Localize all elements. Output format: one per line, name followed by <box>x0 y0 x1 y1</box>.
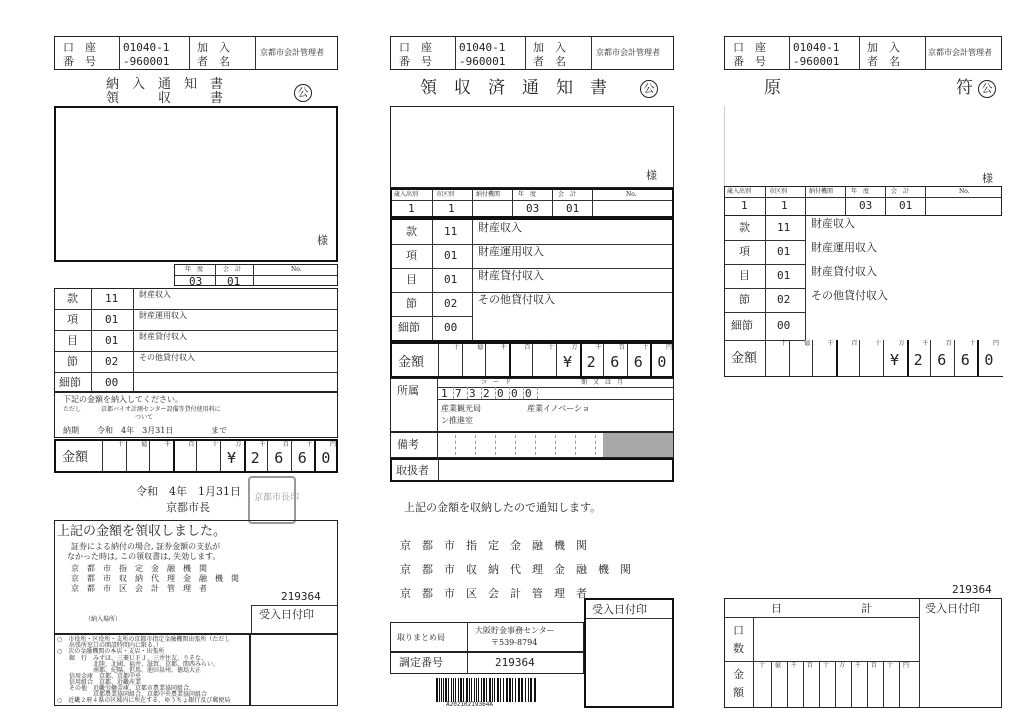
amount-unit-label: 十 <box>212 441 219 448</box>
amount-digit: 6 <box>960 350 970 369</box>
row-setsu-label: 節 <box>67 355 78 368</box>
barcode-text: A20210219364A <box>446 701 493 708</box>
mayor-seal: 京都市長印 <box>248 476 296 524</box>
amount-unit-label: 千 <box>827 340 834 347</box>
amount-unit-label: 千 <box>164 441 171 448</box>
amount-unit-label: 万 <box>235 441 242 448</box>
amount-unit-label: 円 <box>993 340 1000 347</box>
total-cell-divider <box>787 661 788 707</box>
amount-unit-label: 十 <box>780 340 787 347</box>
barcode-bar <box>534 678 536 702</box>
barcode-bar <box>509 678 511 702</box>
barcode-bar <box>478 678 479 702</box>
amount-cell-divider <box>789 340 790 376</box>
row-ko-label: 項 <box>67 313 78 326</box>
amount-digit: 2 <box>250 448 260 467</box>
amount-digit: 2 <box>586 352 596 371</box>
amount-digit: 0 <box>321 448 331 467</box>
fine-print: ○ 市役所・区役所・支所の京都市指定金融機関出張所（ただし 出張所窓口の開設時間内に限る。） ○ 次の金融機関の本店・支店・出張所 銀 行 みずほ、三菱ＵＦＪ、三井住友、りそな、 北陸、北國、福井、滋賀、京都、関西みらい、 南都、紀陽、但馬、池田泉州、徳島大正 信用金庫 京都、京都中央 信用組合 京都、近畿産業 その他 近畿労働金庫、京都市農業協同組合、 京都農業協同組合、京都中央農業協同組合 ○ 近畿２府４県の区域内に所在する、ゆうちょ銀行及び郵便局 <box>54 634 250 706</box>
amount-unit-label: 千 <box>595 344 602 351</box>
row-setsu-name: その他貸付収入 <box>139 353 195 362</box>
amount-cell-divider <box>977 340 979 376</box>
barcode-bar <box>500 678 501 702</box>
amount-unit-label: 千 <box>922 340 929 347</box>
amount-unit-label: 千 <box>500 344 507 351</box>
amount-unit-label: 億 <box>477 344 484 351</box>
total-unit-label: 千 <box>791 662 798 669</box>
barcode-bar <box>469 678 470 702</box>
barcode-bar <box>451 678 452 702</box>
toriatsukai-box: 取扱者 <box>390 458 674 482</box>
total-unit-label: 十 <box>759 662 766 669</box>
classification-table: 款 11 財産収入 項 01 財産運用収入 目 01 財産貸付収入 節 02 その他貸付収入 細節 00 <box>390 218 674 342</box>
row-kan-code: 11 <box>105 292 119 305</box>
amount-cell-divider <box>485 344 486 376</box>
amount-unit-label: 十 <box>117 441 124 448</box>
amount-cell-divider <box>812 340 813 376</box>
dept-name-3: ン推進室 <box>441 416 473 425</box>
account-header: 口 座 番 号 01040-1 -960001 加 入 者 名 京都市会計管理者 <box>390 36 674 70</box>
amount-unit-label: 百 <box>188 441 195 448</box>
barcode-bar <box>455 678 456 702</box>
deadline-date: 令和 4年 3月31日 <box>97 426 174 435</box>
account-number-2: -960001 <box>123 55 170 68</box>
amount-digit: 6 <box>610 352 620 371</box>
shozoku-code-digit: 0 <box>497 387 504 400</box>
amount-cell-divider <box>532 344 533 376</box>
deadline-label: 納期 <box>63 426 79 435</box>
barcode-bar <box>494 678 495 702</box>
barcode-bar <box>458 678 459 702</box>
kaikei-code: 01 <box>227 275 241 288</box>
barcode-bar <box>521 678 523 702</box>
amount-cell-divider <box>509 344 511 376</box>
title-pu: 符 <box>956 78 973 98</box>
address-box: 様 <box>724 106 1003 186</box>
barcode-bar <box>436 678 438 702</box>
ko-mark: 公 <box>978 80 996 98</box>
total-unit-label: 百 <box>871 662 878 669</box>
classification-table: 款 11 財産収入 項 01 財産運用収入 目 01 財産貸付収入 節 02 その他貸付収入 細節 00 <box>724 216 1003 340</box>
barcode-bar <box>466 678 468 702</box>
amount-unit-label: 百 <box>618 344 625 351</box>
shozoku-box: 所属 コ ー ド 期 又 は 月 1 7 3 2 0 0 0 産業観光局 産業イノベーショ ン推進室 <box>390 378 674 432</box>
shozoku-code-digit: 1 <box>441 387 448 400</box>
slip-genpu <box>724 36 1002 708</box>
fiscal-year: 03 <box>189 275 203 288</box>
amount-unit-label: 万 <box>898 340 905 347</box>
total-cell-divider <box>851 661 852 707</box>
mayor-name: 京都市長 <box>166 501 210 514</box>
barcode <box>436 678 540 702</box>
amount-cell-divider <box>173 441 175 471</box>
dept-name-2: 産業イノベーショ <box>527 404 590 413</box>
account-header: 口 座 番 号 01040-1 -960001 加 入 者 名 京都市会計管理者 <box>724 36 1002 70</box>
amount-digit: 6 <box>937 350 947 369</box>
amount-box: 金額 十 億 千 百 十 万 千 百 十 円 ¥ 2 6 6 0 <box>724 340 1003 377</box>
amount-unit-label: 百 <box>945 340 952 347</box>
barcode-bar <box>512 678 513 702</box>
barcode-bar <box>525 678 526 702</box>
barcode-bar <box>474 678 475 702</box>
collector-box: 取りまとめ局 大阪貯金事務センター 〒539-8794 <box>390 622 584 652</box>
shozoku-code-divider <box>523 387 524 399</box>
barcode-bar <box>463 678 464 702</box>
dept-name-1: 産業観光局 <box>441 404 481 413</box>
amount-cell-divider <box>930 340 931 376</box>
amount-unit-label: 千 <box>259 441 266 448</box>
receipt-box: 上記の金額を領収しました。 証券による納付の場合, 証券金額の支払が なかった時は, この領収書は, 失効します。 京 都 市 指 定 金 融 機 関 京 都 市 収 納 代 理 金 融 機 関 京 都 市 区 会 計 管 理 者 219364 受入日付印 （納入場所） <box>54 520 338 634</box>
amount-cell-divider <box>267 441 268 471</box>
amount-cell-divider <box>244 441 246 471</box>
bango-label: 番 号 <box>63 55 96 68</box>
shozoku-code-divider <box>481 387 482 399</box>
row-saisetsu-label: 細節 <box>59 376 81 389</box>
amount-cell-divider <box>314 441 316 471</box>
ko-mark: 公 <box>294 84 312 102</box>
amount-digit: 6 <box>274 448 284 467</box>
shozoku-code-divider <box>453 387 454 399</box>
barcode-bar <box>518 678 520 702</box>
total-cell-divider <box>771 661 772 707</box>
kanyu-label: 加 入 <box>197 41 230 54</box>
row-kan-name: 財産収入 <box>139 290 171 299</box>
amount-box <box>54 439 338 473</box>
total-cell-divider <box>899 661 900 707</box>
amount-label: 金額 <box>62 450 89 465</box>
shozoku-code-digit: 0 <box>525 387 532 400</box>
shozoku-code-divider <box>495 387 496 399</box>
amount-digit: 0 <box>984 350 994 369</box>
amount-unit-label: 円 <box>666 344 673 351</box>
barcode-bar <box>471 678 472 702</box>
title-ryoshu: 領 収 書 <box>106 91 224 106</box>
ko-mark: 公 <box>640 80 658 98</box>
daily-total-box: 日 計 受入日付印 口 数 金 額 十 億 千 百 十 万 千 百 十 円 <box>724 598 1002 708</box>
amount-cell-divider <box>126 441 127 471</box>
amount-unit-label: 億 <box>141 441 148 448</box>
stamp-area <box>250 634 338 706</box>
row-ko-code: 01 <box>105 313 119 326</box>
amount-unit-label: 十 <box>548 344 555 351</box>
barcode-bar <box>483 678 485 702</box>
serial-number: 219364 <box>281 590 321 603</box>
barcode-bar <box>528 678 529 702</box>
total-cell-divider <box>835 661 836 707</box>
amount-cell-divider <box>220 441 221 471</box>
barcode-bar <box>441 678 442 702</box>
amount-cell-divider <box>883 340 884 376</box>
barcode-bar <box>453 678 454 702</box>
amount-cell-divider <box>859 340 860 376</box>
slip-ryoshuzumi-tsuchisho: 口 座 番 号 01040-1 -960001 加 入 者 名 京都市会計管理者 領 収 済 通 知 書 公 様 歳入出別 市区別 納付機関 年 度 会 計 No. 1 1 03 01 款 11 財産収入 項 01 財産運用収入 目 01 財産貸付収入 節 02 その他貸付収入 細節 00 金額 十 億 千 百 十 万 千 百 十 円 ¥ 2 6 6 0 所属 コ ー ド 期 又 は 月 1 7 3 2 0 0 0 産業観光局 産業イノベーショ ン推進室 備考 取扱者 上記の金額を収納したので通知します。 京 都 市 指 定 金 融 機 関 京 都 市 収 納 代 理 金 融 機 関 京 都 市 区 会 計 管 理 者 受入日付印 取りまとめ局 大阪貯金事務センター 〒539-8794 調定番号 219364 A20210219364A <box>390 36 676 708</box>
amount-digit: 2 <box>913 350 923 369</box>
amount-cell-divider <box>603 344 604 376</box>
amount-unit-label: 百 <box>282 441 289 448</box>
shozoku-code-digit: 0 <box>511 387 518 400</box>
barcode-bar <box>445 678 447 702</box>
barcode-bar <box>489 678 491 702</box>
amount-cell-divider <box>149 441 150 471</box>
code-header-row: 歳入出別 市区別 納付機関 年 度 会 計 No. 1 1 03 01 <box>724 186 1002 216</box>
total-cell-divider <box>883 661 884 707</box>
barcode-bar <box>448 678 449 702</box>
barcode-bar <box>460 678 462 702</box>
barcode-bar <box>530 678 532 702</box>
amount-cell-divider <box>836 340 838 376</box>
serial-number: 219364 <box>952 583 992 596</box>
code-header-row: 歳入出別 市区別 納付機関 年 度 会 計 No. 1 1 03 01 <box>390 188 674 218</box>
title-nonyu: 納 入 通 知 書 <box>106 77 224 92</box>
amount-unit-label: 百 <box>524 344 531 351</box>
slip-nonyu-tsuchisho <box>54 36 340 708</box>
amount-digit: ¥ <box>227 448 237 467</box>
amount-cell-divider <box>954 340 955 376</box>
amount-cell-divider <box>907 340 909 376</box>
issue-date: 令和 4年 1月31日 <box>136 485 241 498</box>
shozoku-code-digit: 2 <box>483 387 490 400</box>
total-unit-label: 千 <box>855 662 862 669</box>
amount-digit: 6 <box>297 448 307 467</box>
sha-label: 者 名 <box>197 55 230 68</box>
row-moku-code: 01 <box>105 334 119 347</box>
barcode-bar <box>503 678 504 702</box>
receipt-stamp-box: 受入日付印 <box>584 598 674 708</box>
shozoku-code-divider <box>467 387 468 399</box>
amount-cell-divider <box>627 344 628 376</box>
amount-digit: ¥ <box>890 350 900 369</box>
row-moku-name: 財産貸付収入 <box>139 332 187 341</box>
total-unit-label: 万 <box>839 662 846 669</box>
chosei-number: 219364 <box>495 656 535 669</box>
amount-cell-divider <box>291 441 292 471</box>
amount-unit-label: 十 <box>306 441 313 448</box>
title-ryoshuzumi: 領 収 済 通 知 書 <box>420 78 607 98</box>
title-gen: 原 <box>764 78 781 98</box>
amount-cell-divider <box>462 344 463 376</box>
amount-cell-divider <box>650 344 652 376</box>
shozoku-code-digit: 7 <box>455 387 462 400</box>
chosei-box: 調定番号 219364 <box>390 652 584 674</box>
amount-unit-label: 十 <box>875 340 882 347</box>
barcode-bar <box>492 678 493 702</box>
receipt-date-stamp-label: 受入日付印 <box>259 608 314 621</box>
account-number-1: 01040-1 <box>123 41 170 54</box>
amount-unit-label: 十 <box>453 344 460 351</box>
amount-unit-label: 百 <box>851 340 858 347</box>
barcode-bar <box>439 678 440 702</box>
shozoku-code-digit: 3 <box>469 387 476 400</box>
amount-cell-divider <box>556 344 557 376</box>
amount-unit-label: 十 <box>642 344 649 351</box>
account-holder: 京都市会計管理者 <box>260 48 324 57</box>
year-account-row: 年 度 会 計 No. 03 01 <box>174 264 338 286</box>
row-setsu-code: 02 <box>105 355 119 368</box>
barcode-bar <box>443 678 444 702</box>
row-ko-name: 財産運用収入 <box>139 311 187 320</box>
barcode-bar <box>506 678 508 702</box>
classification-table <box>54 288 338 392</box>
row-kan-label: 款 <box>67 292 78 305</box>
amount-unit-label: 円 <box>330 441 337 448</box>
payment-note: 下記の金額を納入してください。 ただし 京都バイオ計測センター設備等貸付使用料に ついて 納期 令和 4年 3月31日 まで <box>54 392 338 438</box>
amount-unit-label: 万 <box>571 344 578 351</box>
total-unit-label: 十 <box>823 662 830 669</box>
amount-digit: 0 <box>657 352 667 371</box>
total-unit-label: 円 <box>903 662 910 669</box>
sama-label: 様 <box>317 234 328 247</box>
row-saisetsu-code: 00 <box>105 376 119 389</box>
row-moku-label: 目 <box>67 334 78 347</box>
amount-unit-label: 十 <box>969 340 976 347</box>
amount-unit-label: 億 <box>804 340 811 347</box>
amount-cell-divider <box>580 344 582 376</box>
barcode-bar <box>476 678 477 702</box>
address-box <box>54 106 338 262</box>
shozoku-code-divider <box>537 387 538 399</box>
total-unit-label: 億 <box>775 662 782 669</box>
notice-text: 上記の金額を収納したので通知します。 <box>404 501 602 514</box>
amount-cell-divider <box>196 441 197 471</box>
address-box: 様 <box>390 106 674 188</box>
total-cell-divider <box>819 661 820 707</box>
barcode-bar <box>515 678 516 702</box>
total-unit-label: 百 <box>807 662 814 669</box>
barcode-bar <box>481 678 482 702</box>
koza-label: 口 座 <box>63 41 96 54</box>
amount-box: 金額 十 億 千 百 十 万 千 百 十 円 ¥ 2 6 6 0 <box>390 342 674 378</box>
amount-digit: 6 <box>633 352 643 371</box>
shozoku-code-divider <box>509 387 510 399</box>
received-title: 上記の金額を領収しました。 <box>57 524 227 539</box>
biko-box: 備考 <box>390 432 674 458</box>
barcode-bar <box>497 678 499 702</box>
total-unit-label: 十 <box>887 662 894 669</box>
amount-digit: ¥ <box>563 352 573 371</box>
barcode-bar <box>486 678 487 702</box>
total-cell-divider <box>803 661 804 707</box>
account-header <box>54 36 338 70</box>
total-cell-divider <box>867 661 868 707</box>
